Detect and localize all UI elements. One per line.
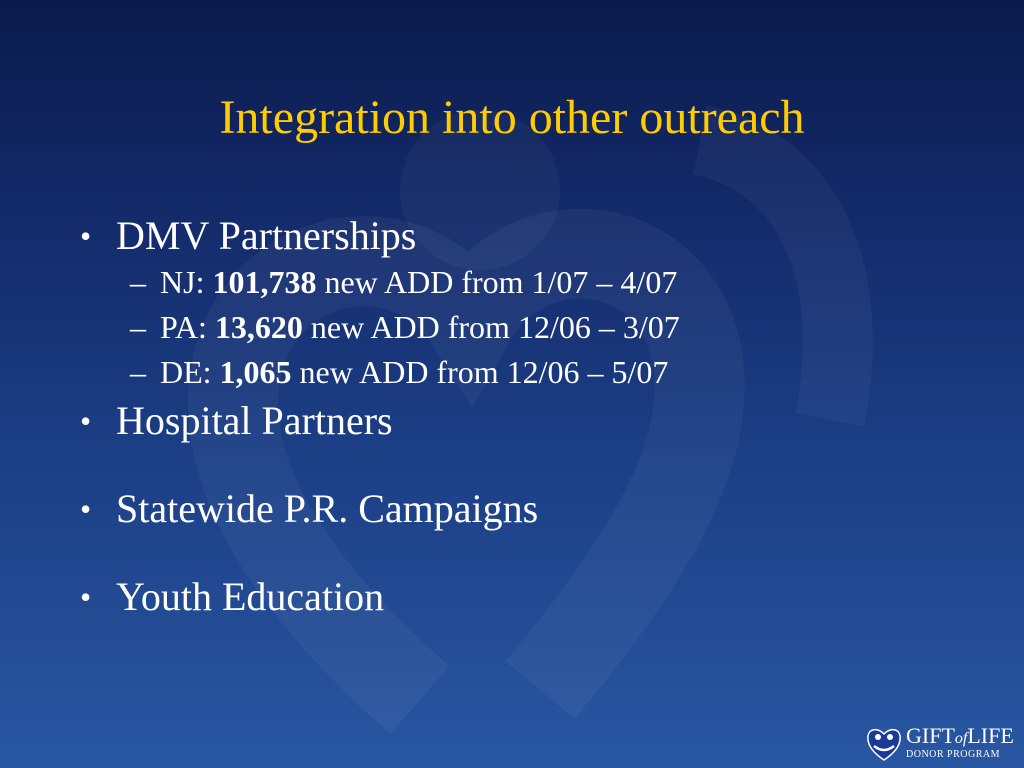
bullet-label: Hospital Partners [116, 398, 393, 443]
sub-bullet-item [130, 262, 980, 302]
bullet-marker: • [80, 218, 92, 254]
bullet-item [80, 573, 980, 621]
bullet-item [80, 485, 980, 533]
sub-suffix: new ADD from 12/06 – 5/07 [291, 354, 669, 390]
logo-subtitle: DONOR PROGRAM [906, 749, 1001, 760]
sub-count: 101,738 [212, 264, 317, 300]
sub-prefix: PA: [160, 309, 215, 345]
bullet-marker: • [80, 403, 92, 439]
bullet-item [80, 397, 980, 445]
bullet-label: Youth Education [116, 574, 385, 619]
sub-suffix: new ADD from 12/06 – 3/07 [302, 309, 680, 345]
bullet-marker: • [80, 491, 92, 527]
sub-bullet-list [130, 262, 980, 392]
bullet-item [80, 212, 980, 260]
bullet-label: Statewide P.R. Campaigns [116, 486, 539, 531]
sub-prefix: DE: [160, 354, 220, 390]
bullet-label: DMV Partnerships [116, 213, 417, 258]
logo-name [906, 725, 1014, 750]
heart-people-icon [866, 724, 902, 762]
logo-name-of: of [954, 730, 968, 747]
sub-suffix: new ADD from 1/07 – 4/07 [316, 264, 678, 300]
bullet-marker: • [80, 579, 92, 615]
slide-title: Integration into other outreach [219, 91, 805, 144]
sub-bullet-item [130, 307, 980, 347]
logo-name-gift: GIFT [906, 723, 955, 748]
dash-marker: – [130, 309, 146, 345]
dash-marker: – [130, 264, 146, 300]
sub-count: 1,065 [219, 354, 292, 390]
sub-bullet-item [130, 352, 980, 392]
bullet-list [80, 208, 980, 621]
gift-of-life-logo [866, 722, 1016, 764]
sub-prefix: NJ: [160, 264, 213, 300]
dash-marker: – [130, 354, 146, 390]
sub-count: 13,620 [214, 309, 303, 345]
logo-name-life: LIFE [967, 723, 1014, 748]
